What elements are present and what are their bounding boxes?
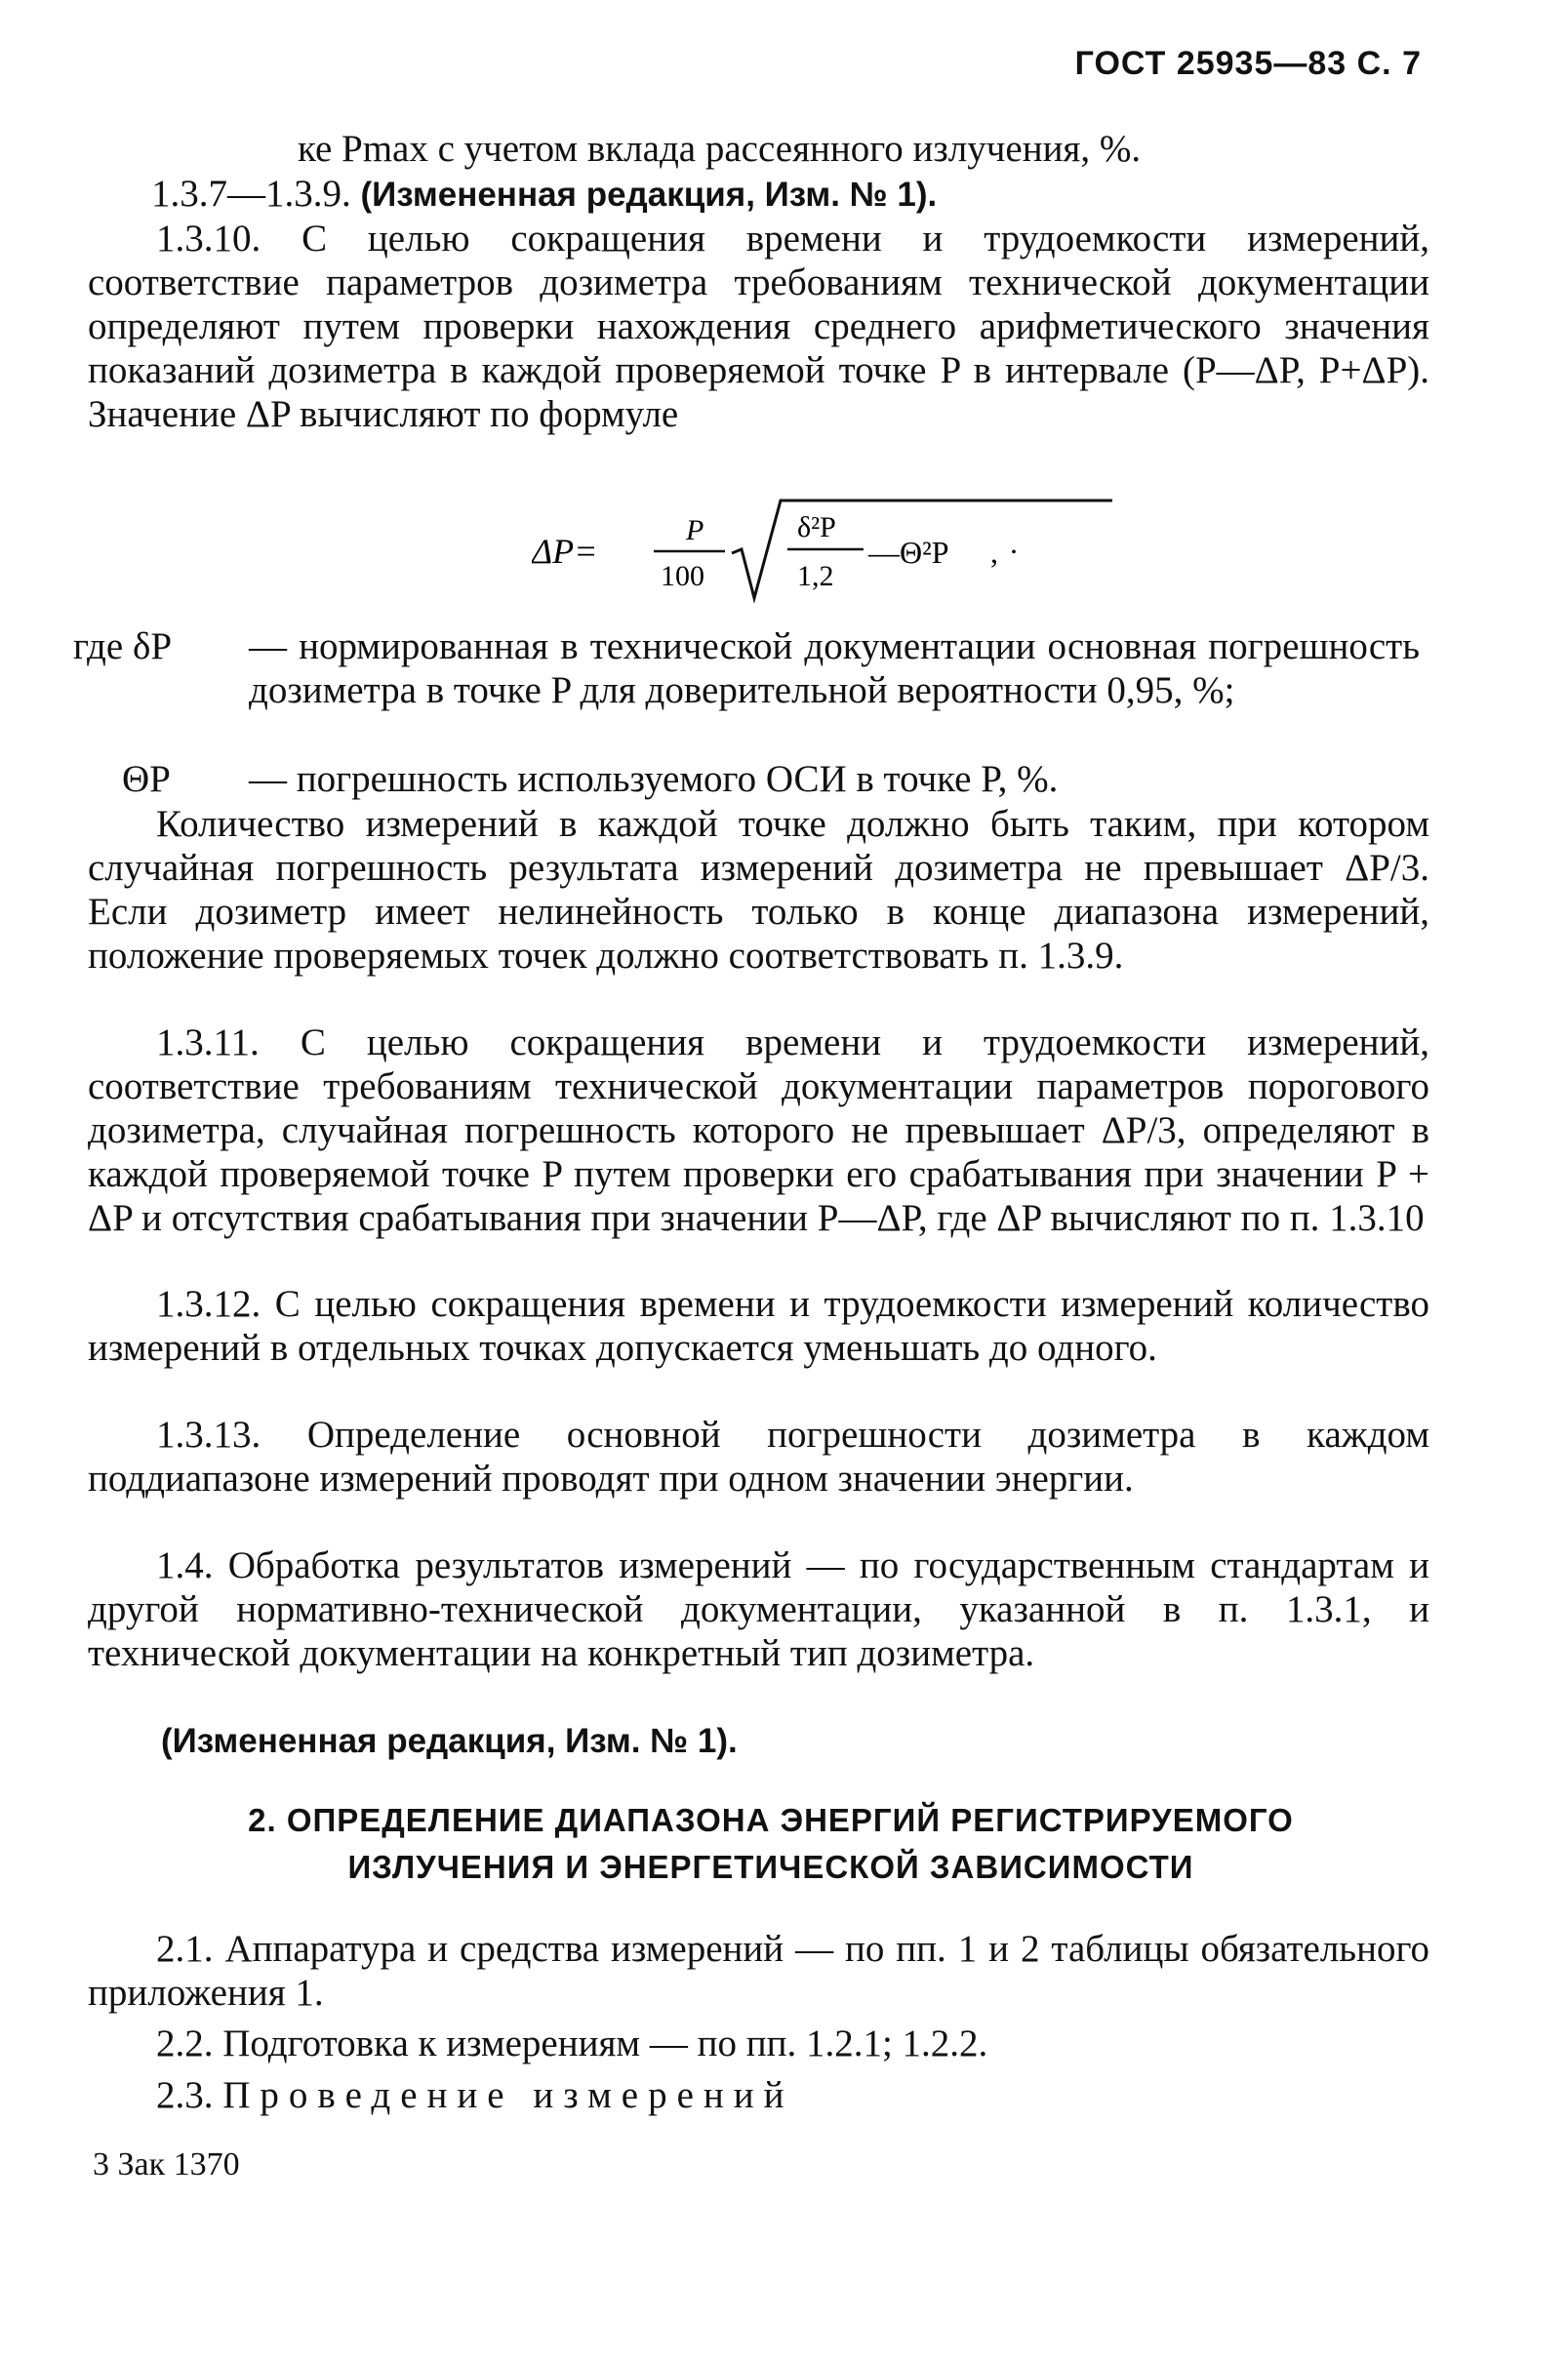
formula-lhs: ΔP=: [532, 532, 598, 571]
definitions: [73, 624, 1439, 800]
paragraph-text: 1.3.12. С целью сокращения времени и трудоемкости измерений количество измерений в отдельных точках допускается уменьшать до одного.: [88, 1283, 1429, 1369]
paragraph-text: Количество измерений в каждой точке должно быть таким, при котором случайная погрешность результата измерений дозиметра не превышает ΔP/3. Если дозиметр имеет нелинейность только в конце диапазона измерений, положение проверяемых точек должно соответствовать п. 1.3.9.: [88, 803, 1429, 977]
formula-inner-denominator: 1,2: [797, 560, 834, 592]
paragraph-1-3-10: [88, 217, 1429, 436]
section-2-heading: [137, 1797, 1405, 1891]
paragraph-text: 2.1. Аппаратура и средства измерений — по пп. 1 и 2 таблицы обязательного приложения 1.: [88, 1928, 1429, 2014]
paragraph-count: [88, 802, 1429, 978]
paragraph-2-1: [88, 1927, 1429, 2015]
formula-fraction-numerator: P: [686, 514, 704, 546]
definition-text: — погрешность используемого ОСИ в точке P, %.: [249, 758, 1059, 800]
paragraph-2-3: [88, 2073, 1429, 2117]
heading-line: 2. ОПРЕДЕЛЕНИЕ ДИАПАЗОНА ЭНЕРГИЙ РЕГИСТРИРУЕМОГО: [248, 1802, 1294, 1838]
clause-number: 1.3.7—1.3.9.: [151, 173, 351, 215]
spaced-subheading: Проведение измерений: [222, 2074, 794, 2116]
paragraph-1-3-11: [88, 1021, 1429, 1240]
definition-term: где δP: [73, 625, 173, 667]
page-footer: 3 Зак 1370: [93, 2146, 240, 2183]
formula-inner-numerator: δ²P: [797, 511, 836, 543]
intro-line: ке Pmax с учетом вклада рассеянного излучения, %.: [298, 128, 1142, 170]
delta-p-formula: [532, 493, 1117, 610]
formula-tail-dot: .: [1010, 525, 1018, 560]
page-header: ГОСТ 25935—83 С. 7: [1074, 45, 1422, 82]
paragraph-text: 1.3.13. Определение основной погрешности дозиметра в каждом поддиапазоне измерений проводят при одном значении энергии.: [88, 1414, 1429, 1500]
formula-fraction-denominator: 100: [661, 560, 704, 592]
paragraph-1-3-13: [88, 1413, 1429, 1501]
formula-tail-comma: ,: [990, 535, 998, 570]
paragraph-text: [88, 2073, 1429, 2117]
definition-text: — нормированная в технической документации основная погрешность дозиметра в точке P для доверительной вероятности 0,95, %;: [249, 625, 1420, 711]
amendment-note: (Измененная редакция, Изм. № 1).: [360, 176, 938, 214]
amendment-line: [151, 172, 937, 216]
paragraph-2-2: [88, 2022, 1429, 2065]
paragraph-text: 2.2. Подготовка к измерениям — по пп. 1.2.1; 1.2.2.: [156, 2023, 988, 2064]
definition-term: ΘP: [122, 758, 171, 800]
paragraph-text: 1.4. Обработка результатов измерений — по государственным стандартам и другой нормативно-технической документации, указанной в п. 1.3.1, и технической документации на конкретный тип дозиметра.: [88, 1544, 1429, 1674]
clause-number: 2.3.: [156, 2074, 214, 2116]
paragraph-text: 1.3.10. С целью сокращения времени и трудоемкости измерений, соответствие параметров дозиметра требованиям технической документации определяют путем проверки нахождения среднего арифметического значения показаний дозиметра в каждой проверяемой точке P в интервале (P—ΔP, P+ΔP). Значение ΔP вычисляют по формуле: [88, 218, 1429, 435]
paragraph-1-4: [88, 1543, 1429, 1675]
paragraph-text: 1.3.11. С целью сокращения времени и трудоемкости измерений, соответствие требованиям технической документации параметров порогового дозиметра, случайная погрешность которого не превышает ΔP/3, определяют в каждой проверяемой точке P путем проверки его срабатывания при значении P + ΔP и отсутствия срабатывания при значении P—ΔP, где ΔP вычисляют по п. 1.3.10: [88, 1021, 1429, 1239]
amendment-note: (Измененная редакция, Изм. № 1).: [161, 1722, 738, 1760]
formula-minus-term: —Θ²P: [868, 535, 949, 570]
paragraph-1-3-12: [88, 1282, 1429, 1370]
heading-line: ИЗЛУЧЕНИЯ И ЭНЕРГЕТИЧЕСКОЙ ЗАВИСИМОСТИ: [347, 1849, 1194, 1885]
